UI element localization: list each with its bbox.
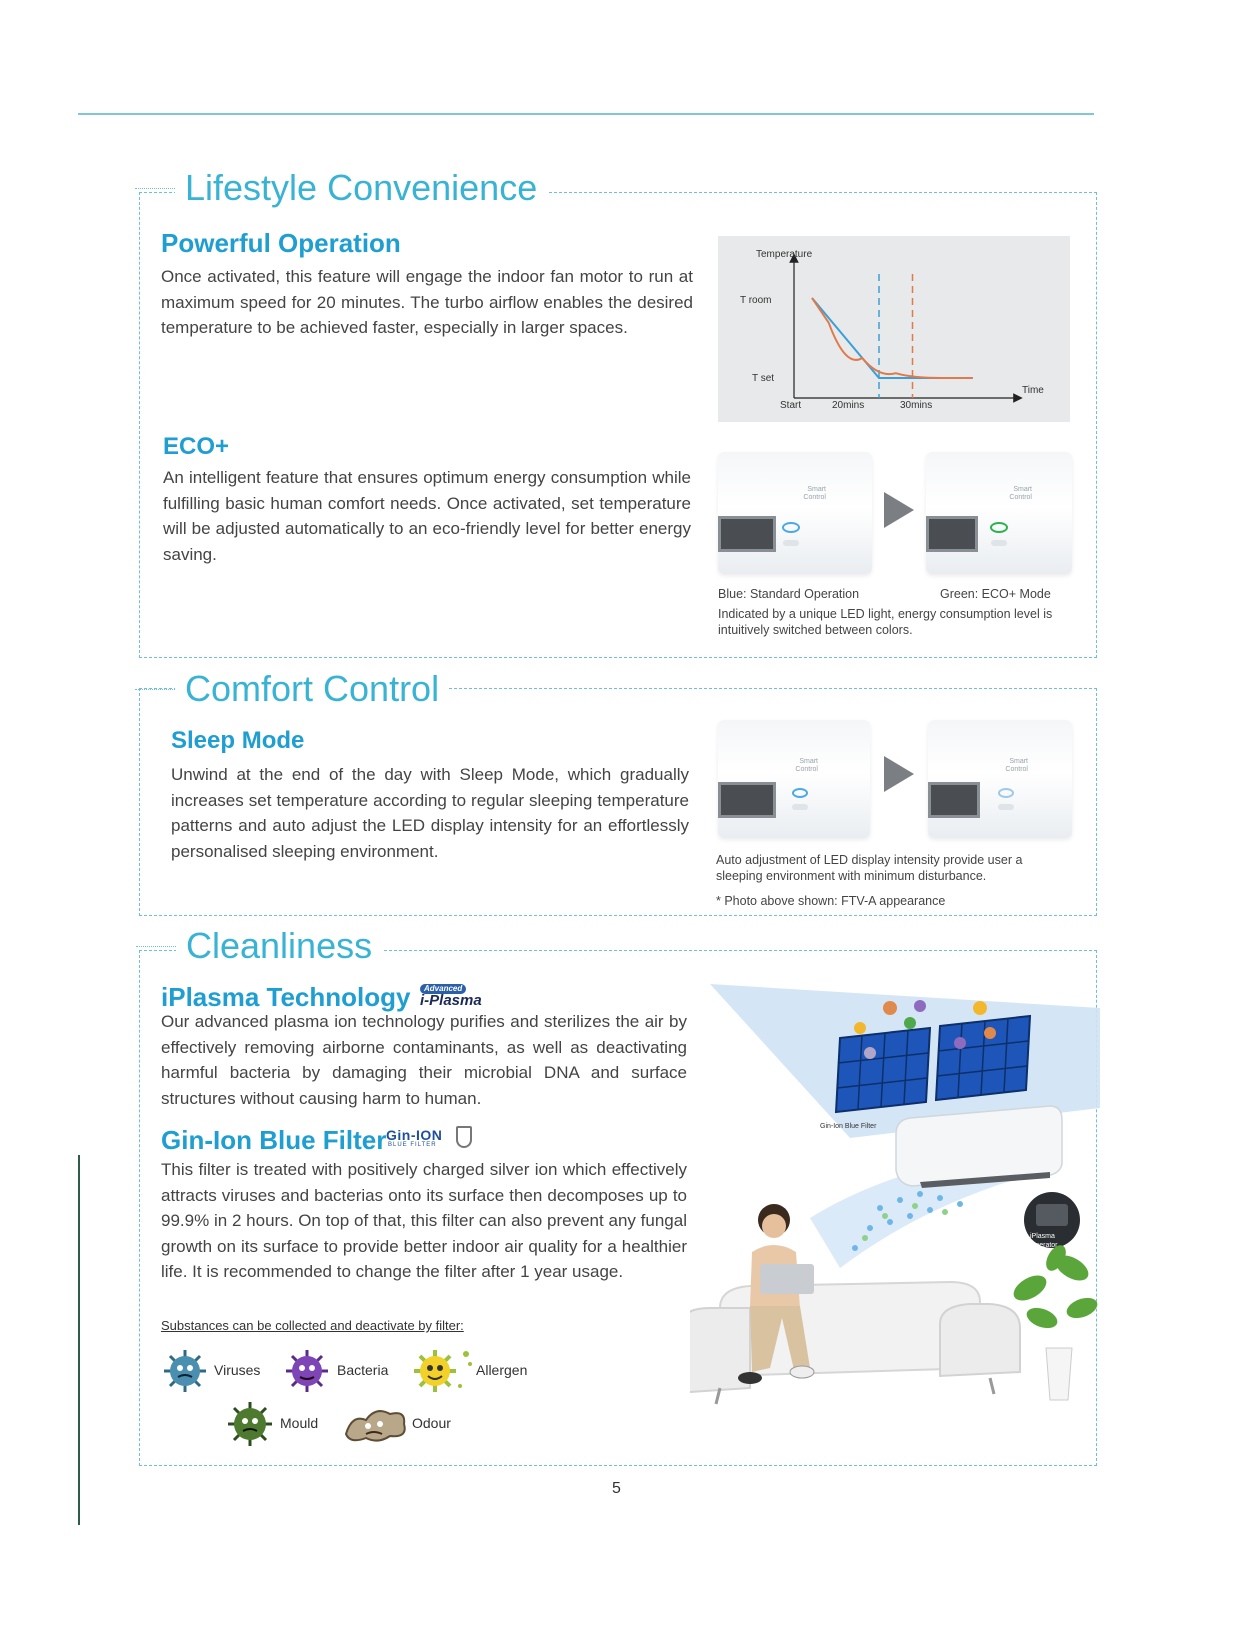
temperature-chart — [718, 236, 1070, 422]
eco-caption-blue: Blue: Standard Operation — [718, 587, 860, 601]
ginion-logo-main: Gin-ION — [386, 1127, 443, 1143]
ac-brand-line1: Smart — [1009, 758, 1028, 765]
ac-brand-line2: Control — [1009, 494, 1032, 501]
y-tick-troom: T room — [740, 295, 772, 306]
sleep-text: Unwind at the end of the day with Sleep Mode, which gradually increases set temperature according to regular sleeping temperature patterns and auto adjust the LED display intensity for an effortlessly personalised sleeping environment. — [171, 765, 689, 861]
substances-heading: Substances can be collected and deactivate by filter: — [161, 1318, 464, 1333]
filter-label: Gin-Ion Blue Filter — [820, 1123, 877, 1130]
ac-vent — [926, 516, 978, 552]
substance-odour: Odour — [412, 1415, 451, 1431]
ginion-heading: Gin-Ion Blue Filter — [161, 1125, 387, 1155]
ac-standard-image — [718, 452, 872, 574]
virus-icon — [162, 1348, 208, 1394]
eco-arrow-icon — [884, 492, 914, 528]
lifestyle-title: Lifestyle Convenience — [175, 168, 547, 208]
ac-brand — [968, 758, 1028, 774]
ac-brand — [768, 486, 826, 502]
ac-brand — [758, 758, 818, 774]
sleep-caption-text: Auto adjustment of LED display intensity provide user a sleeping environment with minimum disturbance. — [716, 853, 1023, 883]
filter-panel-right — [936, 1016, 1030, 1100]
ac-eco-image — [926, 452, 1072, 574]
iplasma-text: Our advanced plasma ion technology purifies and sterilizes the air by effectively removing airborne contaminants, as well as deactivating harmful bacteria by damaging their microbial DNA and surface structures without causing harm to human. — [161, 1012, 687, 1108]
iplasma-logo-main: i-Plasma — [420, 992, 482, 1009]
ac-button — [998, 804, 1014, 810]
allergen-icon — [410, 1346, 476, 1396]
filter-panel-left — [836, 1028, 930, 1112]
led-dim — [998, 788, 1014, 798]
ac-brand-line2: Control — [803, 494, 826, 501]
ac-brand-line1: Smart — [807, 486, 826, 493]
room-illustration — [690, 968, 1100, 1438]
eco-text: An intelligent feature that ensures optimum energy consumption while fulfilling basic human comfort needs. Once activated, set temperature will be adjusted automatically to an eco-friendly level for better energy saving. — [163, 468, 691, 564]
top-rule — [78, 113, 1094, 115]
ac-brand — [976, 486, 1032, 502]
ac-brand-line2: Control — [1005, 766, 1028, 773]
sleep-caption-note: * Photo above shown: FTV-A appearance — [716, 894, 946, 908]
page-number: 5 — [612, 1480, 621, 1497]
ac-brand-line2: Control — [795, 766, 818, 773]
ac-sleep-bright-image — [718, 720, 870, 838]
ac-button — [783, 540, 799, 546]
chart-xlabel: Time — [1022, 385, 1044, 396]
ginion-shield-icon — [456, 1126, 472, 1148]
ac-vent — [718, 516, 776, 552]
ac-brand-line1: Smart — [799, 758, 818, 765]
bacteria-icon — [284, 1348, 330, 1394]
ginion-logo-sub: BLUE FILTER — [388, 1142, 437, 1148]
iplasma-logo — [416, 984, 502, 1010]
substance-bacteria: Bacteria — [337, 1362, 389, 1378]
comfort-title: Comfort Control — [175, 669, 449, 709]
powerful-text: Once activated, this feature will engage the indoor fan motor to run at maximum speed for 20 minutes. The turbo airflow enables the desired temperature to be achieved faster, especially in larger spaces. — [161, 267, 693, 337]
generator-label-2: Generator — [1026, 1242, 1058, 1249]
generator-label-1: iPlasma — [1030, 1233, 1055, 1240]
generator-badge — [1024, 1192, 1080, 1249]
sleep-heading: Sleep Mode — [171, 727, 305, 754]
ac-unit-illustration — [896, 1106, 1062, 1188]
sleep-arrow-icon — [884, 756, 914, 792]
ac-vent — [718, 782, 776, 818]
left-rule — [78, 1155, 80, 1525]
substance-viruses: Viruses — [214, 1362, 261, 1378]
odour-icon — [342, 1404, 412, 1444]
powerful-chart — [718, 236, 1070, 422]
eco-heading: ECO+ — [163, 433, 230, 460]
sofa — [690, 1282, 1020, 1404]
eco-caption-text: Indicated by a unique LED light, energy consumption level is intuitively switched between colors. — [718, 607, 1053, 637]
powerful-heading: Powerful Operation — [161, 228, 401, 258]
iplasma-heading: iPlasma Technology — [161, 982, 411, 1012]
cleanliness-title: Cleanliness — [176, 926, 382, 966]
ac-button — [792, 804, 808, 810]
ginion-logo — [384, 1126, 478, 1152]
cleanliness-illustration — [690, 968, 1100, 1438]
led-blue — [782, 522, 800, 533]
substance-allergen: Allergen — [476, 1362, 528, 1378]
x-tick-start: Start — [780, 400, 802, 411]
x-tick-30mins: 30mins — [900, 400, 933, 411]
x-tick-20mins: 20mins — [832, 400, 865, 411]
ginion-text: This filter is treated with positively charged silver ion which effectively attracts viruses and bacterias onto its surface then decomposes up to 99.9% in 2 hours. On top of that, this filter can also prevent any fungal growth on its surface to provide better indoor air quality for a healthier life. It is recommended to change the filter after 1 year usage. — [161, 1160, 687, 1281]
chart-ylabel: Temperature — [756, 249, 813, 260]
iplasma-logo-top: Advanced — [420, 984, 466, 994]
y-tick-tset: T set — [752, 373, 775, 384]
eco-caption-green: Green: ECO+ Mode — [940, 587, 1051, 601]
ac-button — [991, 540, 1007, 546]
substance-mould: Mould — [280, 1415, 319, 1431]
led-bright — [792, 788, 808, 798]
ac-sleep-dim-image — [928, 720, 1072, 838]
plant — [1009, 1242, 1100, 1400]
ac-brand-line1: Smart — [1013, 486, 1032, 493]
ac-vent — [928, 782, 980, 818]
chart-series-1 — [812, 298, 973, 378]
led-green — [990, 522, 1008, 533]
mould-icon — [226, 1400, 274, 1448]
